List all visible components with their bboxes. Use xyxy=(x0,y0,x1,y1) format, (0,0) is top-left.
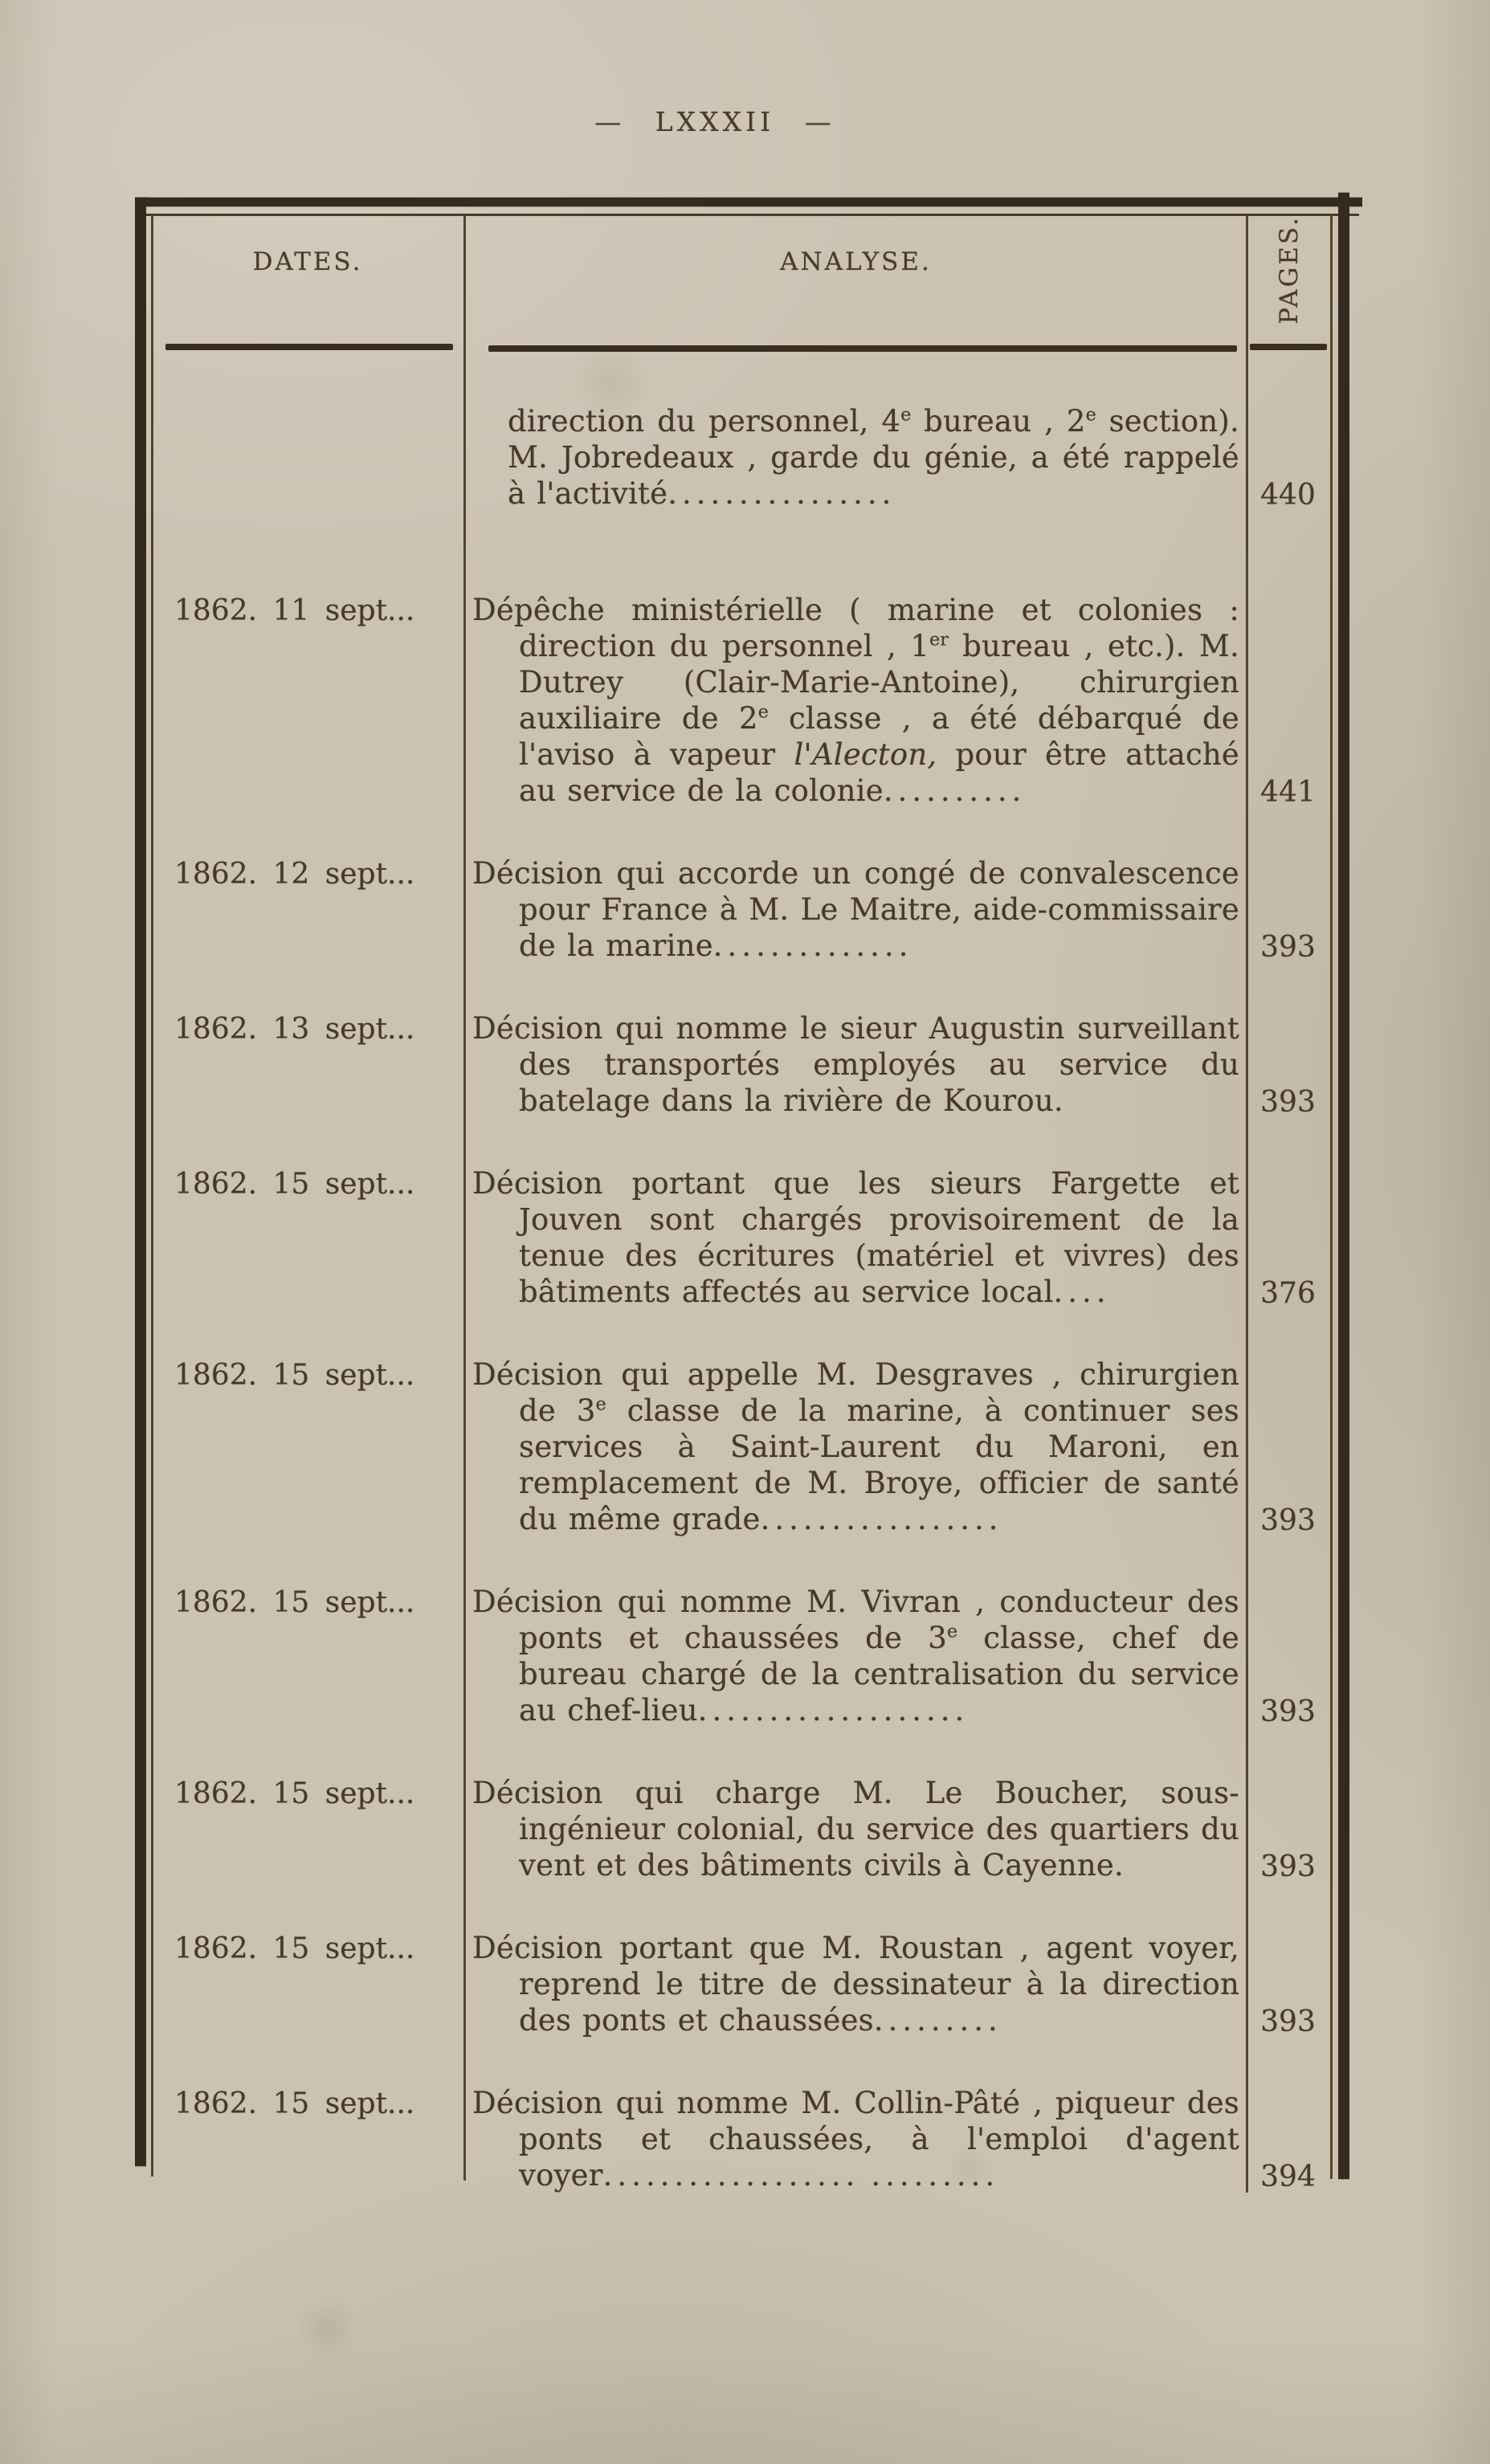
dot-leader: .......... xyxy=(883,773,1027,808)
analyse-text: bureau , etc.). M. Dutrey (Clair-Marie-Antoine), chirurgien auxiliaire de 2 xyxy=(519,629,1239,736)
dot-leader: .............. xyxy=(712,928,913,963)
table-border-left xyxy=(135,198,146,2166)
ship-name-italic: l'Alecton, xyxy=(794,737,937,772)
analyse-cell xyxy=(466,1356,1246,1537)
analyse-text: e xyxy=(900,404,912,426)
table-row xyxy=(152,1775,1330,1883)
analyse-text: e xyxy=(1085,404,1096,426)
date-cell: 1862. 11 sept... xyxy=(174,594,415,627)
page-number-cell: 440 xyxy=(1260,479,1316,512)
analyse-text: Décision qui appelle M. Desgraves , chirurgien de 3 xyxy=(472,1357,1239,1428)
table-row xyxy=(152,1356,1330,1537)
analyse-text: section). M. Jobredeaux , garde du génie, a été rappelé à l'activité xyxy=(508,404,1239,511)
header-separator-pages xyxy=(1250,344,1327,350)
table-top-thin-rule xyxy=(135,214,1359,216)
analyse-cell xyxy=(466,1584,1246,1728)
analyse-cell xyxy=(466,1165,1246,1310)
date-cell: 1862. 12 sept... xyxy=(174,858,415,891)
table-row xyxy=(152,1010,1330,1119)
analyse-text: Décision qui nomme le sieur Augustin surveillant des transportés employés au service du batelage dans la rivière de Kourou. xyxy=(472,1011,1239,1118)
analyse-cell xyxy=(466,403,1246,512)
page-number-cell: 376 xyxy=(1260,1277,1316,1310)
table-border-right-inner xyxy=(1330,214,1333,2179)
page-number-cell: 393 xyxy=(1260,2005,1316,2038)
page-number-cell: 393 xyxy=(1260,1850,1316,1883)
date-cell: 1862. 15 sept... xyxy=(174,1932,415,1965)
page-number-folio: — LXXXII — xyxy=(594,106,835,137)
dot-leader: ................... xyxy=(697,1693,970,1728)
page-number-cell: 393 xyxy=(1260,931,1316,964)
analyse-cell xyxy=(466,1010,1246,1119)
column-header-analyse: ANALYSE. xyxy=(780,247,932,276)
analyse-text: Décision portant que les sieurs Fargette et Jouven sont chargés provisoirement de la tenue des écritures (matériel et vivres) des bâtiments affectés au service local xyxy=(472,1166,1239,1309)
page-number-cell: 393 xyxy=(1260,1695,1316,1728)
dot-leader: ......... xyxy=(871,2158,1000,2193)
analyse-text: classe de la marine, à continuer ses services à Saint-Laurent du Maroni, en remplacement de M. Broye, officier de santé du même grade xyxy=(519,1393,1239,1536)
analyse-text: pour être attaché au service de la colonie xyxy=(519,737,1239,808)
analyse-cell xyxy=(466,1775,1246,1883)
analyse-text: e xyxy=(595,1393,606,1415)
date-cell xyxy=(152,403,466,512)
column-header-dates: DATES. xyxy=(252,247,363,276)
date-cell: 1862. 13 sept... xyxy=(174,1013,415,1046)
table-row xyxy=(152,1930,1330,2038)
date-cell: 1862. 15 sept... xyxy=(174,1586,415,1619)
table-body xyxy=(152,403,1330,2240)
analyse-text: Décision portant que M. Roustan , agent voyer, reprend le titre de dessinateur à la direction des ponts et chaussées xyxy=(472,1931,1239,2038)
analyse-cell xyxy=(466,1930,1246,2038)
table-row xyxy=(152,2085,1330,2193)
page-number-cell: 441 xyxy=(1260,776,1316,809)
column-header-pages-wrap xyxy=(1248,206,1330,334)
table-border-right xyxy=(1338,193,1349,2179)
page-number-cell: 393 xyxy=(1260,1086,1316,1119)
analyse-cell xyxy=(466,592,1246,809)
dot-leader: .................. xyxy=(602,2158,860,2193)
dot-leader: ......... xyxy=(873,2003,1002,2038)
analyse-text: Décision qui charge M. Le Boucher, sous-ingénieur colonial, du service des quartiers du vent et des bâtiments civils à Cayenne. xyxy=(472,1776,1239,1883)
analyse-text: classe, chef de bureau chargé de la centralisation du service au chef-lieu xyxy=(519,1621,1239,1728)
table-row xyxy=(152,403,1330,512)
analyse-text: classe , a été débarqué de l'aviso à vapeur xyxy=(519,701,1239,772)
analyse-text: e xyxy=(946,1621,958,1642)
analyse-cell xyxy=(466,2085,1246,2193)
analyse-text: e xyxy=(757,701,769,723)
table-row xyxy=(152,1165,1330,1310)
analyse-text: Dépêche ministérielle ( marine et colonies : direction du personnel , 1 xyxy=(472,593,1239,663)
analyse-text xyxy=(859,2158,871,2193)
table-row xyxy=(152,855,1330,964)
page-number-cell: 394 xyxy=(1260,2160,1316,2193)
analyse-text: er xyxy=(929,629,949,651)
table-top-heavy-rule xyxy=(135,198,1362,206)
date-cell: 1862. 15 sept... xyxy=(174,1777,415,1810)
page-number-cell: 393 xyxy=(1260,1504,1316,1537)
header-separator-analyse xyxy=(488,345,1237,352)
date-cell: 1862. 15 sept... xyxy=(174,1359,415,1392)
analyse-text: bureau , 2 xyxy=(911,404,1086,439)
column-header-pages: PAGES. xyxy=(1275,215,1304,324)
table-row xyxy=(152,1584,1330,1728)
dot-leader: ................. xyxy=(760,1502,1003,1536)
table-row xyxy=(152,592,1330,809)
header-separator-dates xyxy=(165,344,453,350)
dot-leader: .... xyxy=(1053,1275,1111,1309)
analyse-cell xyxy=(466,855,1246,964)
analyse-text: Décision qui nomme M. Collin-Pâté , piqueur des ponts et chaussées, à l'emploi d'agent voyer xyxy=(472,2086,1239,2193)
analyse-text: direction du personnel, 4 xyxy=(508,404,901,439)
date-cell: 1862. 15 sept... xyxy=(174,1168,415,1201)
date-cell: 1862. 15 sept... xyxy=(174,2087,415,2120)
dot-leader: ................ xyxy=(667,476,896,511)
analyse-text: Décision qui nomme M. Vivran , conducteur des ponts et chaussées de 3 xyxy=(472,1585,1239,1655)
analyse-text: Décision qui accorde un congé de convalescence pour France à M. Le Maitre, aide-commissaire de la marine xyxy=(472,856,1239,963)
